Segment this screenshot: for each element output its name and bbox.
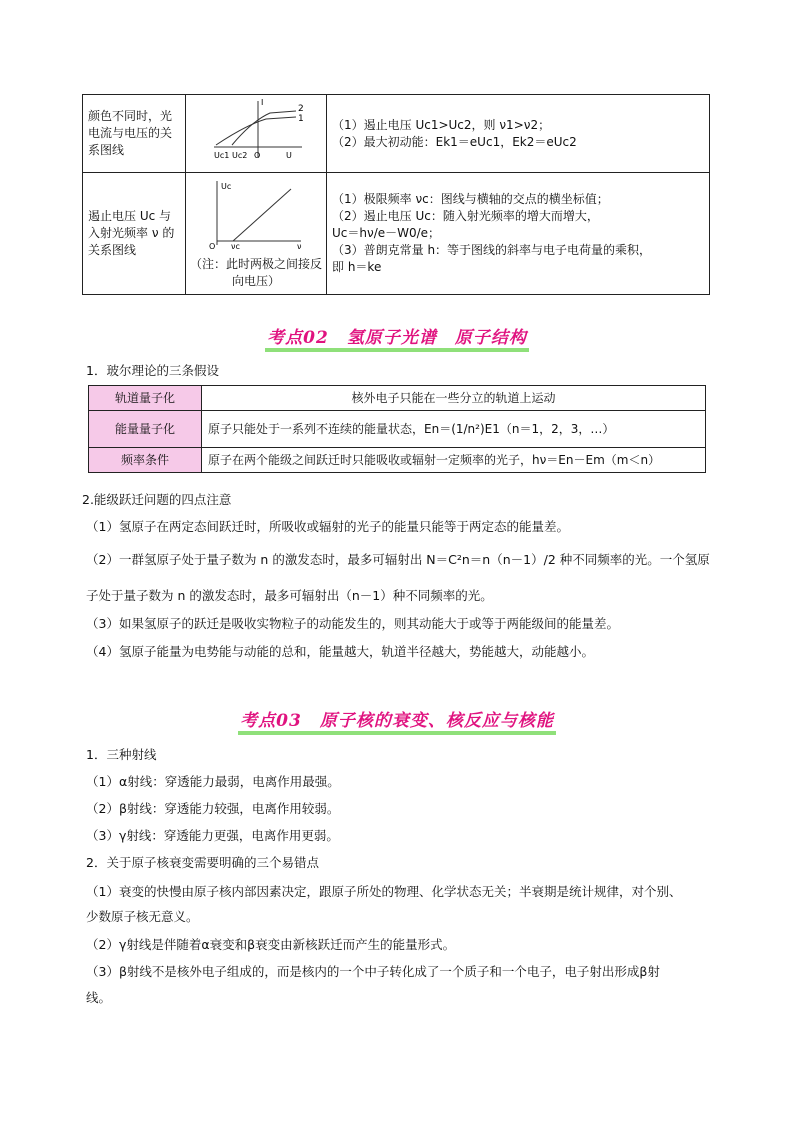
bohr-head-2: 频率条件 bbox=[89, 448, 202, 473]
row2-explanation bbox=[327, 173, 710, 295]
rays-heading: 1．三种射线 bbox=[86, 747, 157, 762]
decay-note-1a: （1）衰变的快慢由原子核内部因素决定，跟原子所处的物理、化学状态无关；半衰期是统计规律，对个别、 bbox=[86, 884, 682, 899]
row2-line3: Uc＝hν/e－W0/e； bbox=[332, 226, 441, 240]
stopping-voltage-graph bbox=[201, 177, 311, 251]
uc1-label: Uc1 bbox=[214, 151, 230, 160]
row1-line2: （2）最大初动能：Ek1＝eUc1，Ek2＝eUc2 bbox=[332, 134, 577, 149]
bohr-intro: 1．玻尔理论的三条假设 bbox=[86, 363, 219, 378]
decay-heading: 2．关于原子核衰变需要明确的三个易错点 bbox=[86, 855, 319, 870]
bohr-head-0: 轨道量子化 bbox=[89, 386, 202, 411]
decay-note-3a: （3）β射线不是核外电子组成的，而是核内的一个中子转化成了一个质子和一个电子，电子射出形成β射 bbox=[86, 964, 660, 979]
gamma-ray: （3）γ射线：穿透能力更强，电离作用更弱。 bbox=[86, 828, 339, 843]
transition-heading: 2.能级跃迁问题的四点注意 bbox=[82, 492, 232, 507]
row2-line1: （1）极限频率 νc：图线与横轴的交点的横坐标值； bbox=[332, 192, 609, 206]
row1-graph-cell bbox=[186, 95, 327, 173]
vc-label: νc bbox=[231, 242, 240, 251]
bohr-table bbox=[88, 385, 706, 473]
row2-line5: 即 h＝ke bbox=[332, 260, 382, 274]
row1-explanation bbox=[327, 95, 710, 173]
row2-line4: （3）普朗克常量 h：等于图线的斜率与电子电荷量的乘积， bbox=[332, 243, 652, 257]
v-axis-label: ν bbox=[297, 242, 302, 251]
curve2-label: 2 bbox=[298, 104, 304, 114]
bohr-body-1: 原子只能处于一系列不连续的能量状态，En＝(1/n²)E1（n＝1，2，3，…） bbox=[202, 411, 706, 448]
alpha-ray: （1）α射线：穿透能力最弱，电离作用最强。 bbox=[86, 774, 340, 789]
bohr-body-0: 核外电子只能在一些分立的轨道上运动 bbox=[202, 386, 706, 411]
beta-ray: （2）β射线：穿透能力较强，电离作用较弱。 bbox=[86, 801, 340, 816]
row1-label: 颜色不同时，光电流与电压的关系图线 bbox=[83, 95, 186, 173]
bohr-head-1: 能量量子化 bbox=[89, 411, 202, 448]
uc2-label: Uc2 bbox=[232, 151, 248, 160]
row2-label: 遏止电压 Uc 与入射光频率 ν 的关系图线 bbox=[83, 173, 186, 295]
transition-note-3: （3）如果氢原子的跃迁是吸收实物粒子的动能发生的，则其动能大于或等于两能级间的能量差。 bbox=[86, 616, 619, 631]
decay-note-1b: 少数原子核无意义。 bbox=[86, 909, 199, 924]
decay-note-3b: 线。 bbox=[86, 990, 112, 1005]
curve1-label: 1 bbox=[298, 114, 304, 124]
transition-note-4: （4）氢原子能量为电势能与动能的总和，能量越大，轨道半径越大，势能越大，动能越小。 bbox=[86, 644, 594, 659]
u-axis-label: U bbox=[286, 151, 292, 160]
origin2-label: O bbox=[209, 242, 216, 251]
transition-note-1: （1）氢原子在两定态间跃迁时，所吸收或辐射的光子的能量只能等于两定态的能量差。 bbox=[86, 519, 569, 534]
row2-note: （注：此时两极之间接反向电压） bbox=[189, 257, 322, 288]
current-voltage-graph bbox=[186, 95, 326, 167]
origin-label: O bbox=[254, 151, 261, 160]
decay-note-2: （2）γ射线是伴随着α衰变和β衰变由新核跃迁而产生的能量形式。 bbox=[86, 937, 456, 952]
uc-axis-label: Uc bbox=[221, 182, 232, 191]
graph-table bbox=[82, 94, 710, 295]
row2-line2: （2）遏止电压 Uc：随入射光频率的增大而增大， bbox=[332, 209, 599, 223]
row1-line1: （1）遏止电压 Uc1>Uc2，则 ν1>ν2； bbox=[332, 117, 551, 132]
transition-note-2a: （2）一群氢原子处于量子数为 n 的激发态时，最多可辐射出 N＝C²n＝n（n－1）/2 种不同频率的光。一个氢原 bbox=[86, 552, 710, 567]
i-axis-label: I bbox=[261, 98, 264, 107]
row2-graph-cell bbox=[186, 173, 327, 295]
section-02-heading: 考点02 氢原子光谱 原子结构 bbox=[0, 328, 794, 352]
section-03-heading: 考点03 原子核的衰变、核反应与核能 bbox=[0, 711, 794, 735]
bohr-body-2: 原子在两个能级之间跃迁时只能吸收或辐射一定频率的光子，hν＝En－Em（m＜n） bbox=[202, 448, 706, 473]
transition-note-2b: 子处于量子数为 n 的激发态时，最多可辐射出（n－1）种不同频率的光。 bbox=[86, 588, 493, 603]
